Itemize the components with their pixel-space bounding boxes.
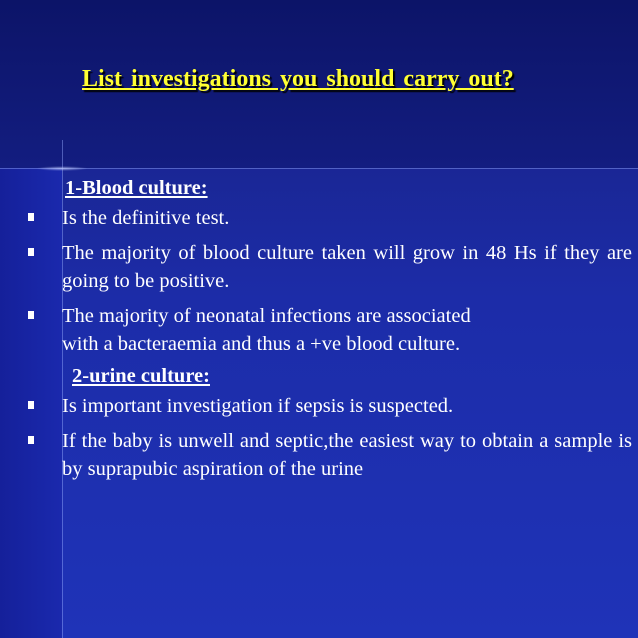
list-item — [10, 392, 632, 420]
divider-horizontal — [0, 168, 638, 169]
list-item — [10, 302, 632, 330]
slide-body — [10, 174, 632, 490]
section-heading-urine-culture: 2-urine culture: — [72, 365, 210, 387]
square-bullet-icon — [28, 311, 34, 319]
square-bullet-icon — [28, 436, 34, 444]
square-bullet-icon — [28, 248, 34, 256]
section-heading-blood-culture: 1-Blood culture: — [65, 177, 208, 199]
divider-glow — [36, 166, 88, 171]
list-item-continuation: with a bacteraemia and thus a +ve blood culture. — [62, 333, 461, 355]
list-item — [10, 239, 632, 295]
slide-title: List investigations you should carry out? — [82, 66, 514, 92]
list-item — [10, 204, 632, 232]
list-item-text: The majority of blood culture taken will grow in 48 Hs if they are going to be positive. — [62, 242, 632, 292]
square-bullet-icon — [28, 213, 34, 221]
square-bullet-icon — [28, 401, 34, 409]
list-item-text: The majority of neonatal infections are associated — [62, 305, 471, 327]
list-item-text: Is the definitive test. — [62, 207, 230, 229]
list-item — [10, 427, 632, 483]
list-item-text: If the baby is unwell and septic,the easiest way to obtain a sample is by suprapubic aspiration of the urine — [62, 430, 632, 480]
list-item-text: Is important investigation if sepsis is suspected. — [62, 395, 454, 417]
